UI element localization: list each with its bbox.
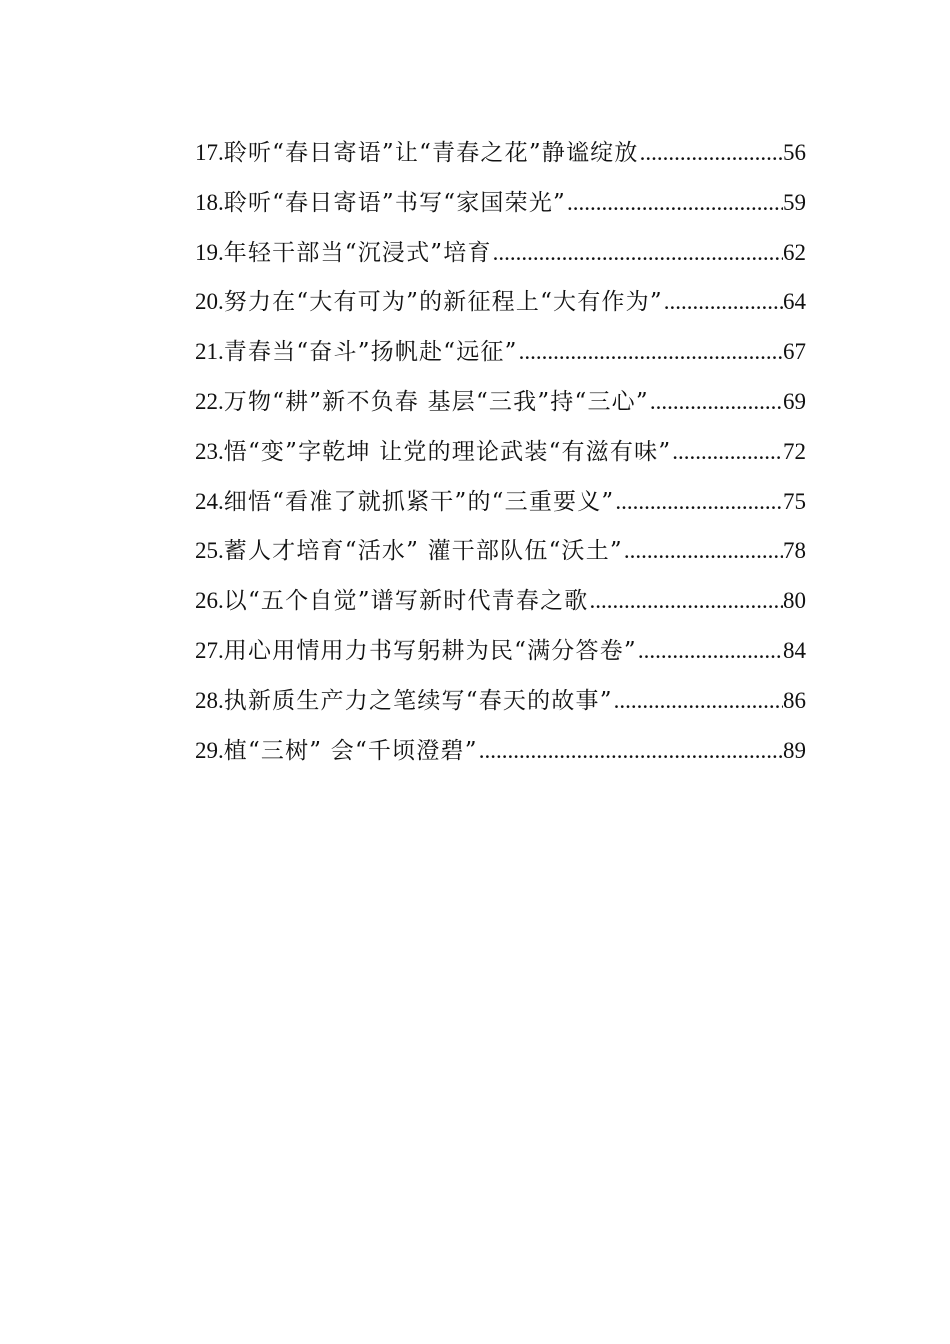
toc-entry-title: 以“五个自觉”谱写新时代青春之歌 (223, 588, 589, 615)
toc-entry-number: 28. (195, 687, 224, 713)
toc-entry[interactable] (195, 377, 806, 427)
toc-entry-title: 用心用情用力书写躬耕为民“满分答卷” (223, 637, 637, 664)
toc-entry-title: 悟“变”字乾坤 让党的理论武装“有滋有味” (223, 438, 672, 465)
toc-entry-number: 23. (195, 438, 224, 464)
toc-entry-number: 24. (195, 488, 224, 514)
toc-entry-title: 聆听“春日寄语”让“青春之花”静谧绽放 (223, 140, 639, 166)
toc-entry-number: 20. (195, 289, 224, 315)
toc-entry-page-number: 62 (783, 239, 806, 265)
toc-entry[interactable] (195, 576, 806, 626)
toc-dot-leader (664, 277, 783, 327)
toc-entry-number: 26. (195, 588, 224, 614)
toc-dot-leader (650, 377, 783, 427)
toc-entry-number: 17. (195, 140, 224, 165)
toc-entry-number: 27. (195, 637, 224, 663)
toc-entry-page-number: 64 (783, 289, 806, 315)
toc-entry[interactable] (195, 277, 806, 327)
toc-entry-number: 19. (195, 239, 224, 265)
toc-dot-leader (519, 327, 783, 377)
toc-entry[interactable] (195, 626, 806, 676)
toc-dot-leader (615, 477, 783, 527)
toc-entry-title: 植“三树” 会“千顷澄碧” (223, 737, 478, 764)
toc-entry-page-number: 56 (783, 140, 806, 165)
toc-entry-title: 年轻干部当“沉浸式”培育 (223, 239, 492, 266)
toc-dot-leader (479, 726, 783, 776)
toc-entry[interactable] (195, 427, 806, 477)
toc-entry-title: 努力在“大有可为”的新征程上“大有作为” (223, 289, 663, 316)
toc-dot-leader (589, 576, 783, 626)
toc-entry[interactable] (195, 128, 806, 178)
toc-entry[interactable] (195, 178, 806, 228)
toc-entry-title: 蓄人才培育“活水” 灌干部队伍“沃土” (223, 538, 623, 565)
toc-entry-number: 21. (195, 339, 224, 365)
toc-dot-leader (672, 427, 783, 477)
toc-entry-page-number: 67 (783, 339, 806, 365)
toc-entry-title: 聆听“春日寄语”书写“家国荣光” (223, 189, 566, 216)
toc-entry[interactable] (195, 676, 806, 726)
toc-entry-number: 22. (195, 388, 224, 414)
toc-entry[interactable] (195, 477, 806, 527)
toc-entry-page-number: 69 (783, 388, 806, 414)
toc-dot-leader (640, 128, 783, 178)
toc-entry-page-number: 86 (783, 687, 806, 713)
toc-entry-title: 万物“耕”新不负春 基层“三我”持“三心” (223, 388, 649, 415)
toc-entry-title: 执新质生产力之笔续写“春天的故事” (223, 687, 613, 714)
toc-entry-page-number: 78 (783, 538, 806, 564)
toc-entry[interactable] (195, 327, 806, 377)
toc-entry-title: 细悟“看准了就抓紧干”的“三重要义” (223, 488, 615, 515)
toc-entry-number: 29. (195, 737, 224, 763)
toc-dot-leader (567, 178, 783, 228)
table-of-contents (195, 128, 806, 775)
toc-entry-page-number: 84 (783, 637, 806, 663)
toc-entry-page-number: 89 (783, 737, 806, 763)
toc-dot-leader (638, 626, 783, 676)
toc-dot-leader (624, 526, 783, 576)
toc-entry-page-number: 72 (783, 438, 806, 464)
toc-entry[interactable] (195, 228, 806, 278)
toc-entry[interactable] (195, 726, 806, 776)
toc-entry-number: 25. (195, 538, 224, 564)
toc-entry-page-number: 59 (783, 189, 806, 215)
toc-entry-title: 青春当“奋斗”扬帆赴“远征” (223, 339, 518, 366)
toc-entry-number: 18. (195, 189, 224, 215)
toc-entry-page-number: 80 (783, 588, 806, 614)
toc-dot-leader (493, 228, 783, 278)
toc-entry[interactable] (195, 526, 806, 576)
toc-dot-leader (614, 676, 783, 726)
toc-entry-page-number: 75 (783, 488, 806, 514)
